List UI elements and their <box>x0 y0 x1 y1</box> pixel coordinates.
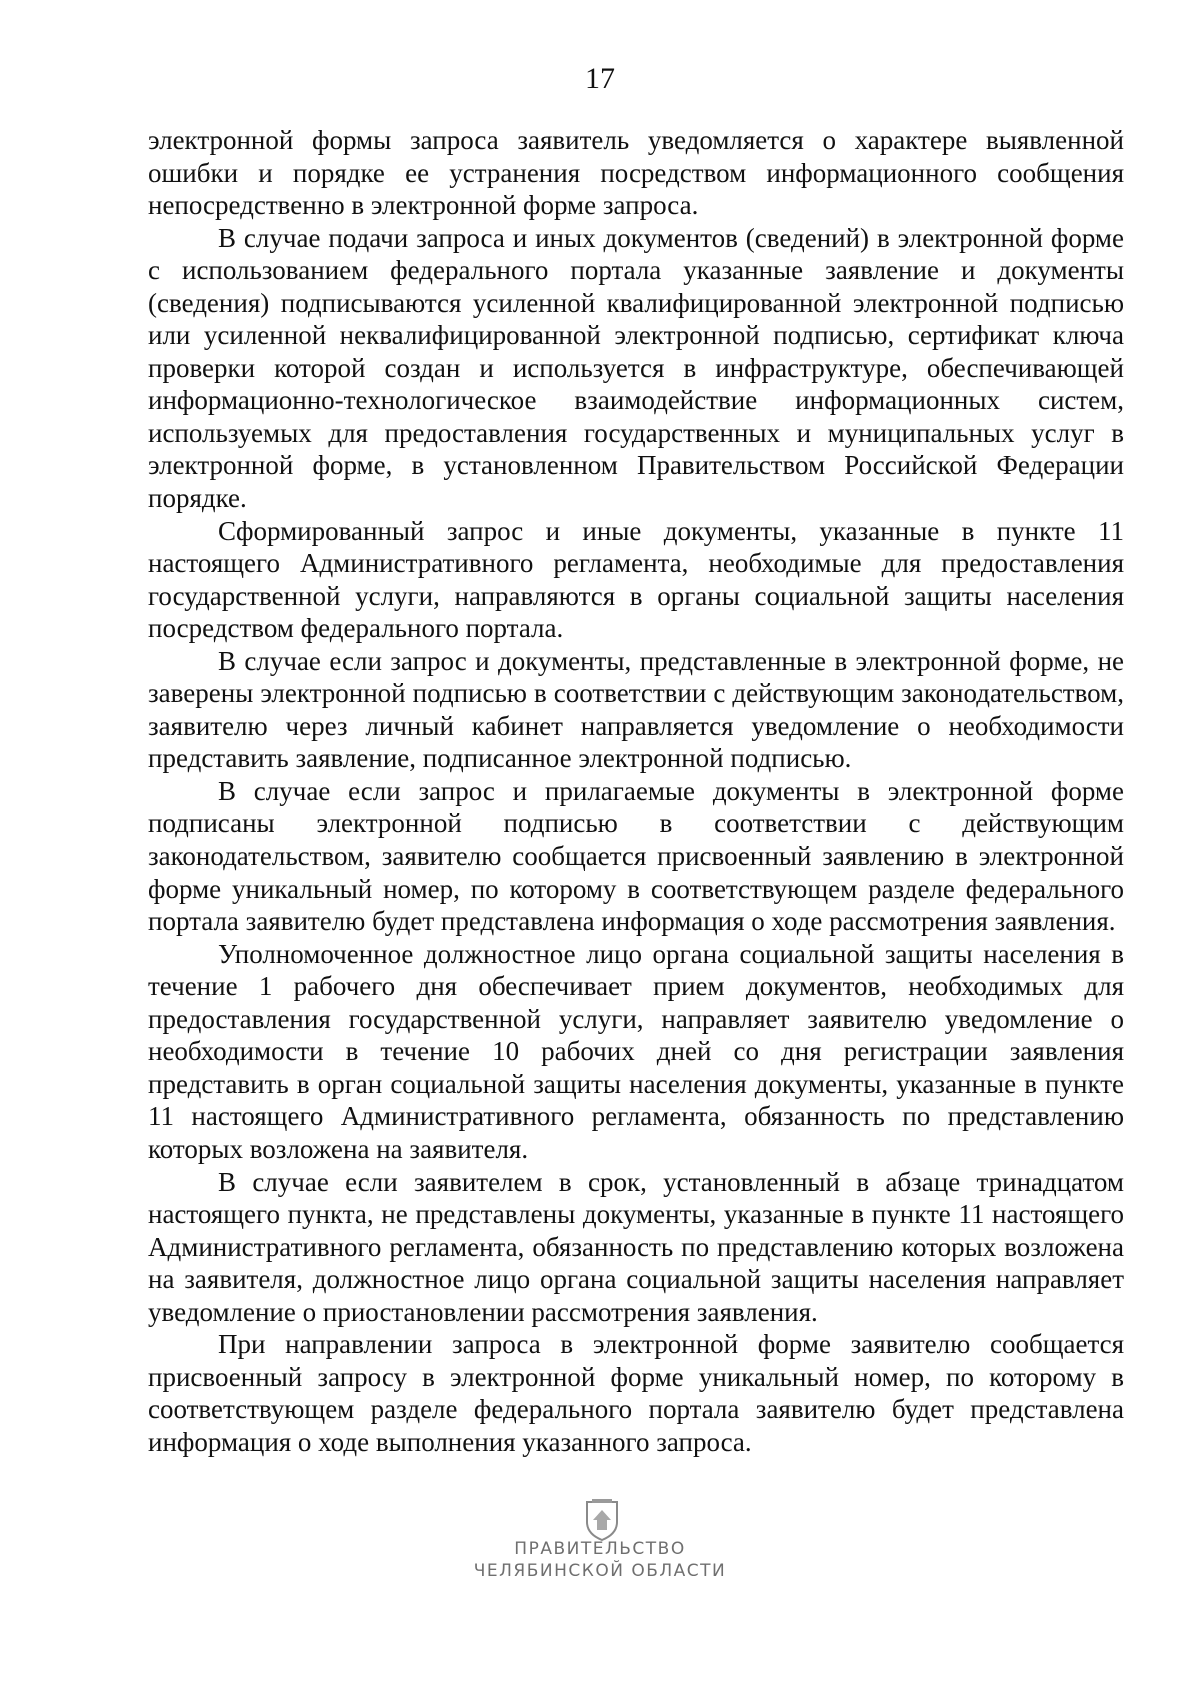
paragraph-formed-request: Сформированный запрос и иные документы, указанные в пункте 11 настоящего Административного регламента, необходимые для предоставления государственной услуги, направляются в органы социальной защиты населения посредством федерального портала. <box>148 515 1124 644</box>
paragraph-unsigned-documents: В случае если запрос и документы, представленные в электронной форме, не заверены электронной подписью в соответствии с действующим законодательством, заявителю через личный кабинет направляется уведомление о необходимости представить заявление, подписанное электронной подписью. <box>148 645 1124 774</box>
paragraph-electronic-signature: В случае подачи запроса и иных документов (сведений) в электронной форме с использованием федерального портала указанные заявление и документы (сведения) подписываются усиленной квалифицированной электронной подписью или усиленной неквалифицированной электронной подписью, сертификат ключа проверки которой создан и используется в инфраструктуре, обеспечивающей информационно-технологическое взаимодействие информационных систем, используемых для предоставления государственных и муниципальных услуг в электронной форме, в установленном Правительством Российской Федерации порядке. <box>148 222 1124 514</box>
document-body <box>148 124 1124 1458</box>
paragraph-suspension-notice: В случае если заявителем в срок, установленный в абзаце тринадцатом настоящего пункта, не представлены документы, указанные в пункте 11 настоящего Административного регламента, обязанность по представлению которых возложена на заявителя, должностное лицо органа социальной защиты населения направляет уведомление о приостановлении рассмотрения заявления. <box>148 1166 1124 1327</box>
coat-of-arms-icon <box>583 1498 621 1542</box>
paragraph-unique-number: При направлении запроса в электронной форме заявителю сообщается присвоенный запросу в электронной форме уникальный номер, по которому в соответствующем разделе федерального портала заявителю будет представлена информация о ходе выполнения указанного запроса. <box>148 1329 1124 1457</box>
paragraph-authorized-official: Уполномоченное должностное лицо органа социальной защиты населения в течение 1 рабочего дня обеспечивает прием документов, необходимых для предоставления государственной услуги, направляет заявителю уведомление о необходимости в течение 10 рабочих дней со дня регистрации заявления представить в орган социальной защиты населения документы, указанные в пункте 11 настоящего Административного регламента, обязанность по представлению которых возложена на заявителя. <box>148 938 1124 1164</box>
page-number: 17 <box>585 62 615 95</box>
stamp-line-2: ЧЕЛЯБИНСКОЙ ОБЛАСТИ <box>473 1561 727 1581</box>
paragraph-continuation: электронной формы запроса заявитель уведомляется о характере выявленной ошибки и порядке ее устранения посредством информационного сообщения непосредственно в электронной форме запроса. <box>148 125 1124 221</box>
government-stamp <box>0 1538 1200 1582</box>
paragraph-signed-documents: В случае если запрос и прилагаемые документы в электронной форме подписаны электронной подписью в соответствии с действующим законодательством, заявителю сообщается присвоенный заявлению в электронной форме уникальный номер, по которому в соответствующем разделе федерального портала заявителю будет представлена информация о ходе рассмотрения заявления. <box>148 775 1124 937</box>
stamp-line-1: ПРАВИТЕЛЬСТВО <box>514 1539 686 1559</box>
